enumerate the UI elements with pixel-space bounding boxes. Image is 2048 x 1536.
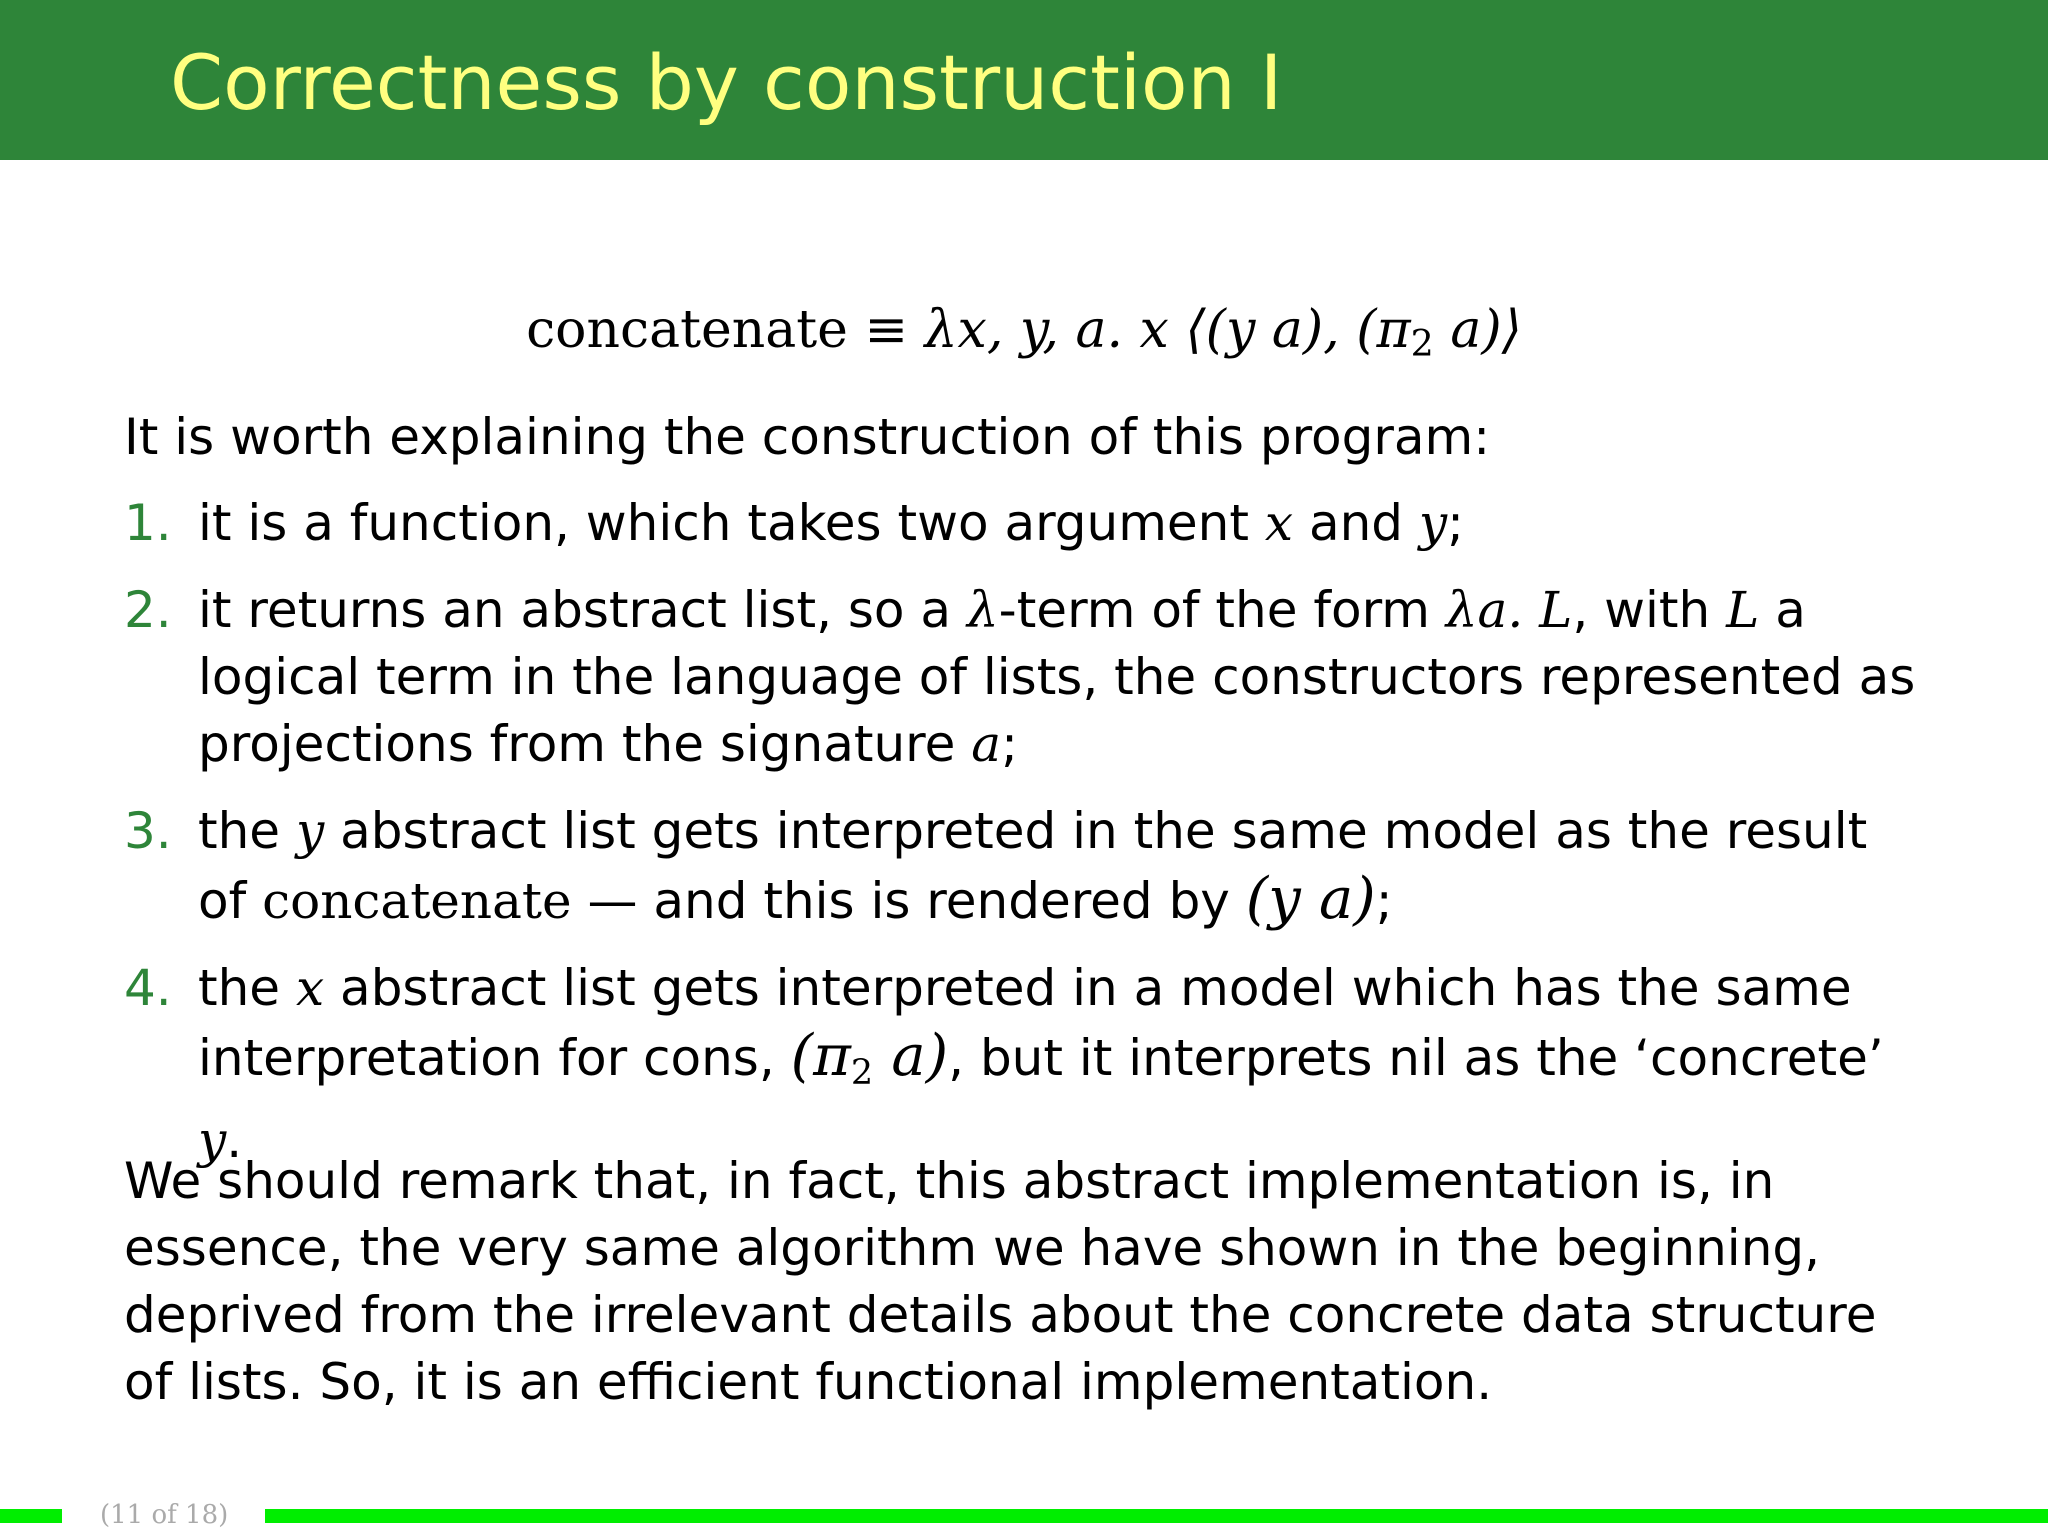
list-item [124,798,1924,935]
list-item-number: 4. [124,959,172,1017]
list-item-text: ; [1375,872,1393,930]
list-item-text: it is a function, which takes two argument [198,494,1265,552]
list-item-text: , but it interprets nil as the ‘concrete’ [948,1029,1884,1087]
list-item-text: the [198,802,296,860]
page-number: (11 of 18) [100,1500,229,1530]
list-item-text: abstract list gets interpreted in a model which has the same interpretation for cons, [198,959,1852,1087]
math-var: x [1264,494,1294,552]
math-expr: (π [790,1022,851,1089]
remark-paragraph: We should remark that, in fact, this abstract implementation is, in essence, the very same algorithm we have shown in the beginning, deprived from the irrelevant details about the concrete data structure of lists. So, it is an efficient functional implementation. [124,1152,1877,1411]
math-var: y [198,1110,227,1169]
list-item-text: ; [1001,715,1018,773]
math-var: L [1726,581,1760,639]
math-var: y [1418,494,1448,552]
math-var: y [295,802,325,860]
title-bar [0,0,2048,160]
formula-tail: a)⟩ [1433,300,1522,360]
math-var: a [971,715,1002,773]
intro-text: It is worth explaining the construction of this program: [124,408,1491,466]
explanation-list [124,490,1924,1194]
list-item [124,577,1924,778]
list-item-text: -term of the form [998,581,1446,639]
list-item-number: 2. [124,581,172,639]
math-var: λa. L [1445,581,1573,639]
list-item-text: ; [1447,494,1465,552]
list-item-text: , with [1572,581,1727,639]
slide-title: Correctness by construction I [170,38,1283,127]
list-item-text: the [198,959,296,1017]
list-item-number: 3. [124,802,172,860]
list-item [124,490,1924,557]
math-subscript: 2 [850,1052,874,1093]
math-expr: (y a) [1245,865,1376,932]
function-name: concatenate [262,872,572,930]
math-expr: a) [873,1022,949,1089]
formula-body: ≡ λx, y, a. x ⟨(y a), (π [847,300,1411,360]
math-var: λ [966,581,999,639]
formula-function-name: concatenate [526,300,848,360]
list-item-text: . [226,1110,243,1169]
list-item-text: and [1293,494,1419,552]
footer-bar-left [0,1509,62,1523]
list-item-text: it returns an abstract list, so a [198,581,967,639]
list-item-text: a logical term in the language of lists, the constructors represented as projections from the signature [198,581,1916,773]
math-var: x [295,959,325,1017]
list-item-text: — and this is rendered by [571,872,1246,930]
footer-bar-right [265,1509,2048,1523]
list-item [124,955,1924,1174]
list-item-number: 1. [124,494,172,552]
list-item-text: abstract list gets interpreted in the same model as the result of [198,802,1868,930]
formula-subscript: 2 [1410,322,1434,366]
formula-concatenate [0,300,2048,365]
